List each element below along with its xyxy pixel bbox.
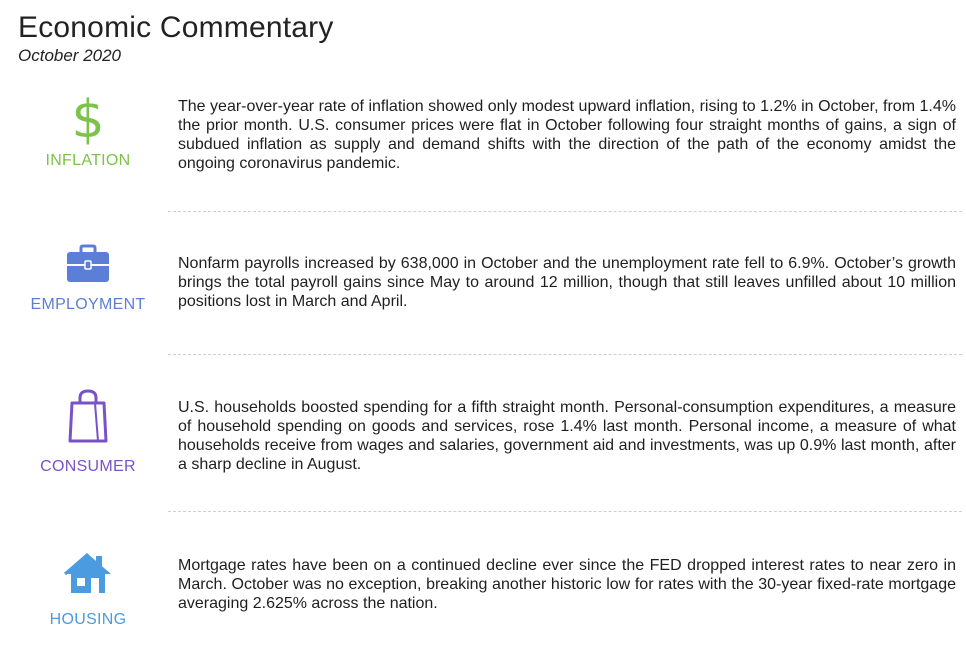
section-divider [168,211,962,212]
section-icon-column [20,236,156,314]
section-text-housing: Mortgage rates have been on a continued decline ever since the FED dropped interest rates to near zero in March. October was no exception, breaking another historic low for rates with the 30-year fixed-rate mortgage averaging 2.625% across the nation. [178,557,956,612]
section-divider [168,354,962,355]
dollar-sign-icon: $ [71,90,105,150]
page-header [18,10,334,66]
section-icon-column [20,545,156,629]
page-title: Economic Commentary [18,11,334,44]
section-divider [168,511,962,512]
section-text-consumer: U.S. households boosted spending for a fifth straight month. Personal-consumption expenditures, a measure of household spending on goods and services, rose 1.4% last month. Personal income, a measure of what households receive from wages and salaries, government aid and investments, was up 0.9% last month, after a sharp decline in August. [178,399,956,473]
section-label-housing: HOUSING [49,611,127,628]
section-label-inflation: INFLATION [45,152,131,169]
house-icon [20,545,156,601]
section-label-consumer: CONSUMER [40,458,136,475]
section-icon-column [20,92,156,170]
section-text-employment: Nonfarm payrolls increased by 638,000 in October and the unemployment rate fell to 6.9%. October’s growth brings the total payroll gains since May to around 12 million, though that still leaves unfilled about 10 million positions lost in March and April. [178,255,956,310]
section-icon-column [20,388,156,476]
briefcase-icon [20,236,156,292]
section-text-inflation: The year-over-year rate of inflation showed only modest upward inflation, rising to 1.2% in October, from 1.4% the prior month. U.S. consumer prices were flat in October following four straight months of gains, a sign of subdued inflation as supply and demand shifts with the direction of the path of the economy amidst the ongoing coronavirus pandemic. [178,98,956,172]
section-label-employment: EMPLOYMENT [30,296,146,313]
page-subtitle: October 2020 [18,46,122,65]
shopping-bag-icon [20,388,156,444]
